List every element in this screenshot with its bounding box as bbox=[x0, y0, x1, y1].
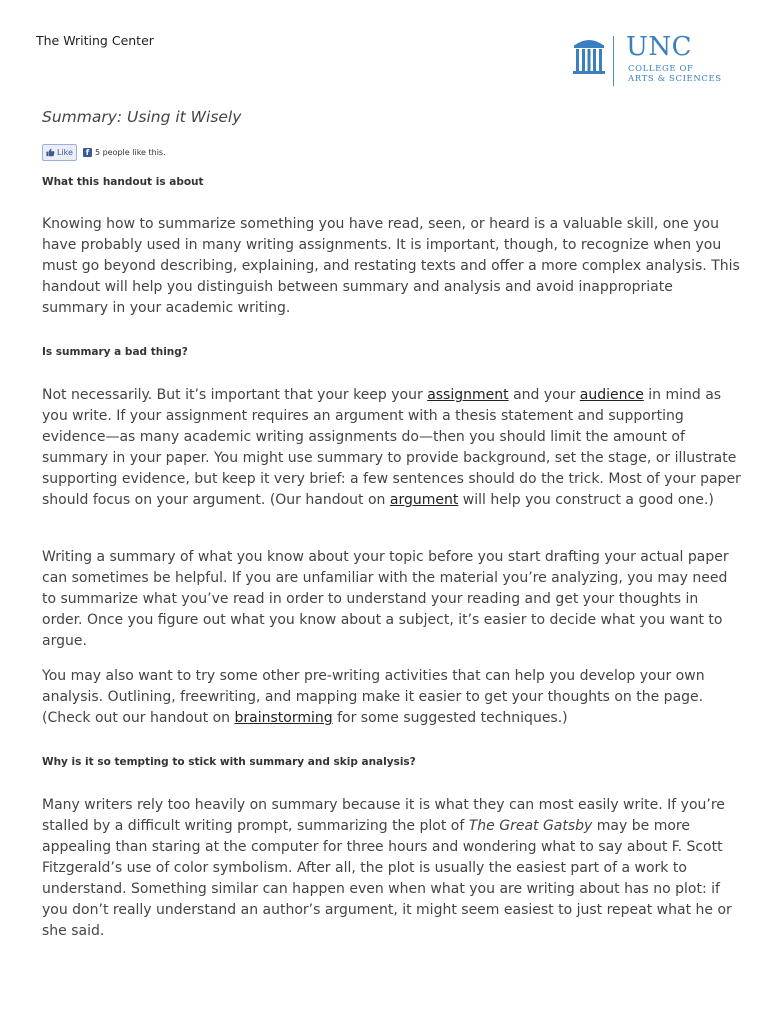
paragraph-tempting-1 bbox=[42, 795, 742, 942]
logo-divider bbox=[613, 36, 614, 86]
brainstorming-link[interactable]: brainstorming bbox=[234, 710, 333, 726]
facebook-like-widget bbox=[42, 144, 166, 161]
text-run: Many writers rely too heavily on summary because it is what they can most easily write. If you’re stalled by a difficult writing prompt, summarizing the plot of bbox=[42, 797, 725, 834]
logo-sub-line-1: COLLEGE OF bbox=[628, 64, 694, 74]
text-run: in mind as you write. If your assignment requires an argument with a thesis statement and supporting evidence—as many academic writing assignments do—then you should limit the amount of summary in your paper. You might use summary to provide background, set the stage, or illustrate supporting evidence, but keep it very brief: a few sentences should do the trick. Most of your paper should focus on your argument. (Our handout on bbox=[42, 387, 741, 508]
text-run: You may also want to try some other pre-writing activities that can help you develop your own analysis. Outlining, freewriting, and mapping make it easier to get your thoughts on the page. (Check out our handout on bbox=[42, 668, 705, 726]
book-title: The Great Gatsby bbox=[468, 818, 593, 834]
thumbs-up-icon bbox=[46, 148, 55, 157]
assignment-link[interactable]: assignment bbox=[427, 387, 509, 403]
section-heading-bad-thing: Is summary a bad thing? bbox=[42, 346, 188, 358]
like-button-label: Like bbox=[57, 148, 73, 157]
text-run: may be more appealing than staring at the computer for three hours and wondering what to say about F. Scott Fitzgerald’s use of color symbolism. After all, the plot is usually the easiest part of a work to understand. Something similar can happen even when what you are writing about has no plot: if you don’t really understand an author’s argument, it might seem easiest to just repeat what he or she said. bbox=[42, 818, 732, 939]
site-name[interactable]: The Writing Center bbox=[36, 33, 154, 48]
text-run: for some suggested techniques.) bbox=[332, 710, 568, 726]
like-button[interactable] bbox=[42, 144, 77, 161]
paragraph-bad-thing-2: Writing a summary of what you know about your topic before you start drafting your actual paper can sometimes be helpful. If you are unfamiliar with the material you’re analyzing, you may need to summarize what you’ve read in order to understand your reading and get your thoughts in order. Once you figure out what you know about a subject, it’s easier to decide what you want to argue. bbox=[42, 549, 729, 649]
text-run: and your bbox=[508, 387, 580, 403]
paragraph-bad-thing-3 bbox=[42, 666, 742, 729]
logo-unc-text: UNC bbox=[626, 32, 693, 62]
facebook-icon: f bbox=[83, 148, 92, 157]
page-title: Summary: Using it Wisely bbox=[42, 108, 242, 126]
text-run: will help you construct a good one.) bbox=[458, 492, 714, 508]
logo-college-text bbox=[628, 64, 722, 84]
argument-link[interactable]: argument bbox=[389, 492, 459, 508]
like-count: 5 people like this. bbox=[94, 148, 166, 157]
paragraph-about: Knowing how to summarize something you have read, seen, or heard is a valuable skill, one you have probably used in many writing assignments. It is important, though, to recognize when you must go beyond describing, explaining, and restating texts and offer a more complex analysis. This handout will help you distinguish between summary and analysis and avoid inappropriate summary in your academic writing. bbox=[42, 216, 740, 316]
logo-sub-line-2: ARTS & SCIENCES bbox=[628, 74, 722, 84]
paragraph-bad-thing-1 bbox=[42, 385, 742, 511]
unc-logo[interactable] bbox=[572, 34, 742, 88]
section-heading-about: What this handout is about bbox=[42, 176, 204, 188]
text-run: Not necessarily. But it’s important that your keep your bbox=[42, 387, 428, 403]
section-heading-tempting: Why is it so tempting to stick with summary and skip analysis? bbox=[42, 756, 416, 768]
old-well-icon bbox=[572, 36, 606, 78]
audience-link[interactable]: audience bbox=[579, 387, 644, 403]
